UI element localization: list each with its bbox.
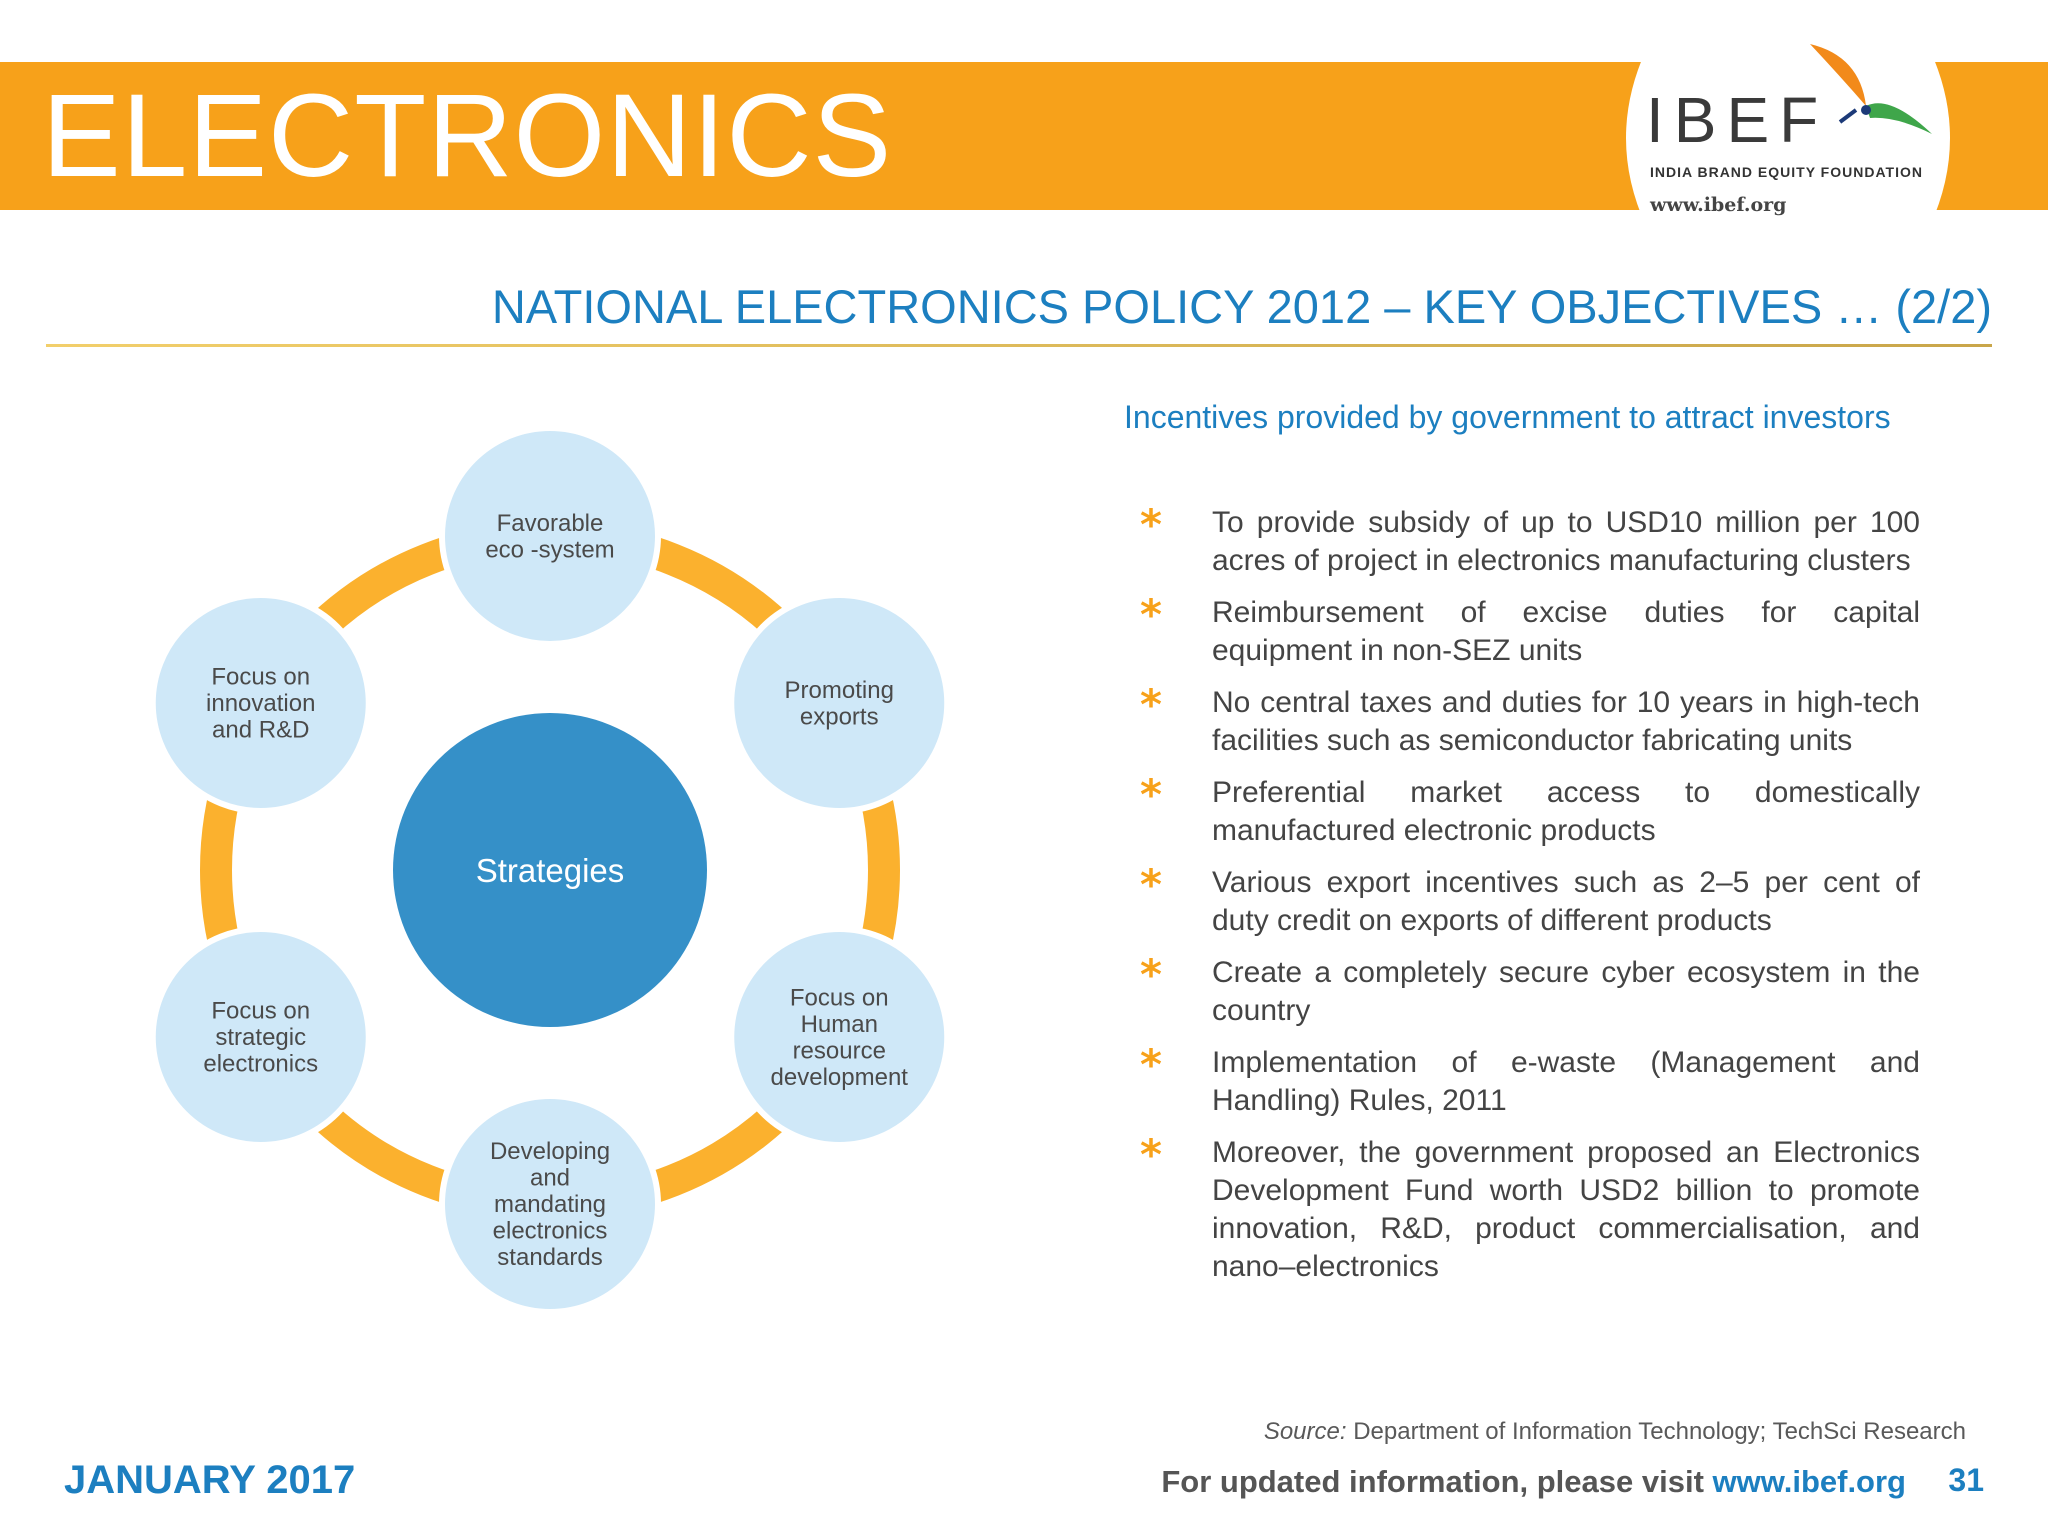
- strategy-node-label: electronics: [492, 1217, 608, 1245]
- strategy-node-label: electronics: [203, 1050, 319, 1078]
- strategy-node: [442, 1096, 658, 1312]
- footer-visit-link[interactable]: www.ibef.org: [1712, 1464, 1906, 1499]
- strategy-node-label: Favorable: [496, 509, 604, 537]
- strategy-node: [153, 929, 369, 1145]
- strategy-node-label: innovation: [206, 690, 316, 717]
- incentive-text: Create a completely secure cyber ecosystem in the country: [1212, 956, 1920, 1027]
- strategy-node: [731, 595, 947, 811]
- strategy-node-label: resource: [792, 1037, 886, 1065]
- asterisk-icon: *: [1140, 860, 1162, 909]
- incentive-text: Preferential market access to domestically manufactured electronic products: [1212, 776, 1920, 847]
- incentive-text: Various export incentives such as 2–5 per cent of duty credit on exports of different products: [1212, 866, 1920, 937]
- incentive-text: No central taxes and duties for 10 years in high-tech facilities such as semiconductor fabricating units: [1212, 686, 1920, 757]
- incentives-list: [1140, 500, 1920, 1300]
- incentives-heading: Incentives provided by government to attract investors: [1124, 399, 1891, 435]
- incentive-text: To provide subsidy of up to USD10 million per 100 acres of project in electronics manufacturing clusters: [1212, 506, 1920, 577]
- strategy-node-label: Promoting: [784, 676, 894, 704]
- strategies-diagram: [120, 398, 1000, 1358]
- incentive-text: Moreover, the government proposed an Electronics Development Fund worth USD2 billion to promote innovation, R&D, product commercialisation, and nano–electronics: [1212, 1136, 1920, 1283]
- incentive-item: [1140, 590, 1920, 670]
- strategy-node-label: and R&D: [212, 716, 310, 744]
- strategy-node-label: exports: [799, 703, 879, 731]
- incentive-item: [1140, 1130, 1920, 1286]
- asterisk-icon: *: [1140, 680, 1162, 729]
- logo-name: IBEF: [1646, 84, 1829, 156]
- slide-subtitle: NATIONAL ELECTRONICS POLICY 2012 – KEY OBJECTIVES … (2/2): [491, 280, 1992, 333]
- asterisk-icon: *: [1140, 770, 1162, 819]
- incentive-item: [1140, 680, 1920, 760]
- incentive-item: [1140, 770, 1920, 850]
- incentive-item: [1140, 1040, 1920, 1120]
- incentive-text: Reimbursement of excise duties for capital equipment in non-SEZ units: [1212, 596, 1920, 667]
- asterisk-icon: *: [1140, 1130, 1162, 1179]
- strategy-node-label: Focus on: [211, 663, 311, 691]
- incentive-item: [1140, 950, 1920, 1030]
- center-label: Strategies: [475, 852, 625, 889]
- footer-visit: [1161, 1462, 1906, 1502]
- source-note: [1264, 1418, 1966, 1446]
- logo-url[interactable]: www.ibef.org: [1650, 194, 1787, 216]
- asterisk-icon: *: [1140, 950, 1162, 999]
- asterisk-icon: *: [1140, 1040, 1162, 1089]
- incentive-item: [1140, 860, 1920, 940]
- footer-date: JANUARY 2017: [64, 1458, 356, 1502]
- strategy-node-label: mandating: [493, 1191, 607, 1218]
- source-text: Department of Information Technology; TechSci Research: [1346, 1418, 1966, 1445]
- strategy-node-label: Focus on: [789, 984, 889, 1012]
- incentive-text: Implementation of e-waste (Management and Handling) Rules, 2011: [1212, 1046, 1920, 1117]
- strategy-node-label: Human: [800, 1010, 878, 1038]
- source-label: Source:: [1263, 1418, 1347, 1445]
- strategy-node-label: development: [770, 1063, 908, 1091]
- page-title: ELECTRONICS: [42, 70, 893, 202]
- strategy-node-label: Developing: [489, 1138, 611, 1165]
- asterisk-icon: *: [1140, 500, 1162, 549]
- strategy-node-label: standards: [497, 1244, 603, 1271]
- page-number: 31: [1948, 1462, 1984, 1498]
- strategy-node-label: strategic: [215, 1024, 307, 1051]
- strategy-node: [442, 428, 658, 644]
- strategy-node: [153, 595, 369, 811]
- strategy-node-label: Focus on: [211, 997, 311, 1025]
- subtitle-divider: [46, 344, 1992, 347]
- asterisk-icon: *: [1140, 590, 1162, 639]
- incentive-item: [1140, 500, 1920, 580]
- strategy-node-label: and: [529, 1164, 571, 1192]
- logo-tagline: INDIA BRAND EQUITY FOUNDATION: [1650, 164, 1923, 180]
- strategy-node-label: eco -system: [485, 536, 615, 564]
- strategy-node: [731, 929, 947, 1145]
- footer-visit-text: For updated information, please visit: [1161, 1464, 1713, 1499]
